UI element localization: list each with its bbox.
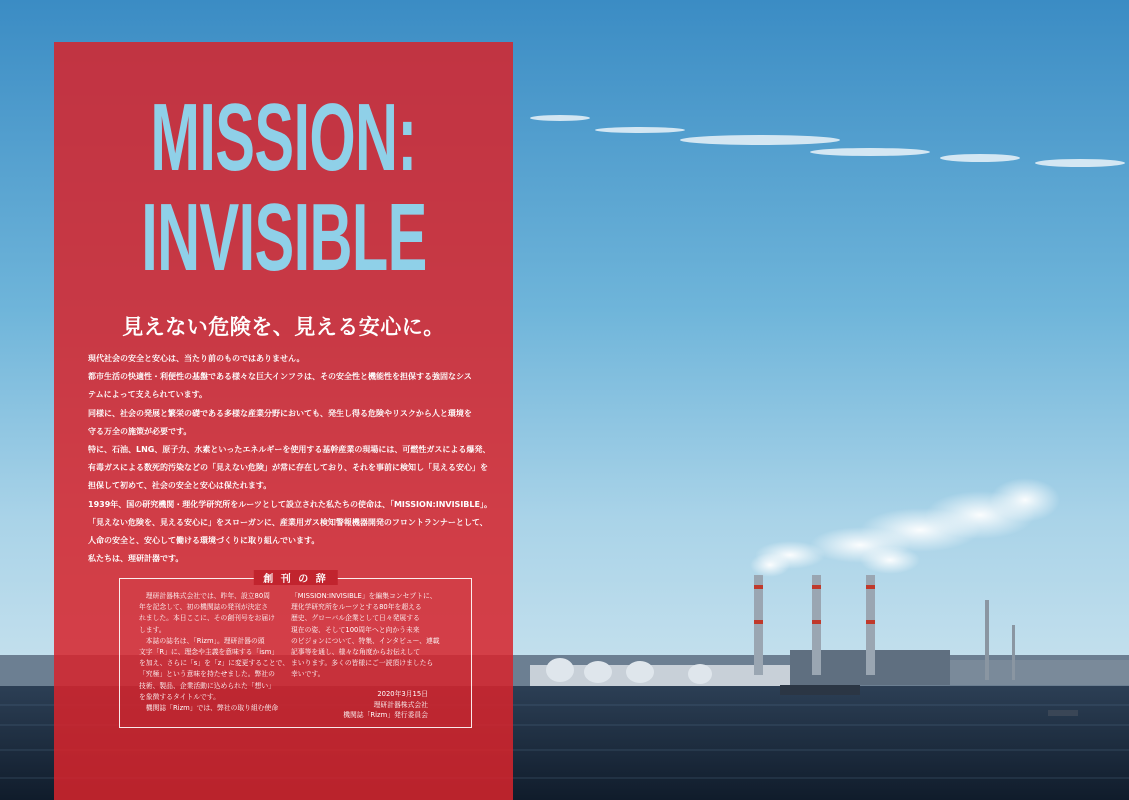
body-copy (88, 350, 492, 568)
subhead: 見えない危険を、見える安心に。 (122, 315, 445, 339)
body-line: 私たちは、理研計器です。 (88, 554, 184, 564)
founding-line: 技術、製品、企業活動に込められた「想い」 (139, 681, 275, 690)
founding-committee: 機関誌「Rizm」発行委員会 (343, 711, 428, 719)
founding-line: 「究極」という意味を持たせました。弊社の (139, 670, 275, 679)
founding-line: します。 (139, 625, 166, 634)
founding-line: を象徴するタイトルです。 (139, 692, 220, 701)
founding-line: 現在の姿、そして100周年へと向かう未来 (291, 625, 420, 634)
headline-line-1: MISSION: (150, 84, 417, 191)
body-line: 特に、石油、LNG、原子力、水素といったエネルギーを使用する基幹産業の現場には、可燃性ガスによる爆発、 (88, 445, 491, 455)
founding-line: 「MISSION:INVISIBLE」を編集コンセプトに、 (291, 592, 437, 600)
founding-line: 機関誌「Rizm」では、弊社の取り組む使命 (139, 704, 279, 713)
founding-line: 理化学研究所をルーツとする80年を超える (291, 603, 422, 612)
body-line: テムによって支えられています。 (88, 390, 207, 400)
founding-signature (291, 689, 428, 721)
body-line: 1939年、国の研究機関・理化学研究所をルーツとして設立された私たちの使命は、「MISSION:INVISIBLE」。 (88, 499, 492, 509)
founding-statement-box (119, 574, 472, 728)
founding-column-right (291, 591, 463, 681)
founding-company: 理研計器株式会社 (373, 700, 428, 709)
founding-line: を加え、さらに「s」を「z」に変更することで、 (139, 659, 290, 668)
founding-line: 記事等を通し、様々な角度からお伝えして (291, 648, 421, 657)
body-line: 人命の安全と、安心して働ける環境づくりに取り組んでいます。 (88, 536, 320, 546)
founding-line: のビジョンについて、特集、インタビュー、連載 (291, 636, 440, 645)
body-line: 守る万全の施策が必要です。 (88, 426, 192, 436)
body-line: 現代社会の安全と安心は、当たり前のものではありません。 (88, 354, 305, 363)
founding-line: まいります。多くの皆様にご一読頂けましたら (291, 659, 434, 668)
body-line: 「見えない危険を、見える安心に」をスローガンに、産業用ガス検知警報機器開発のフロントランナーとして、 (88, 517, 488, 527)
body-line: 都市生活の快適性・利便性の基盤である様々な巨大インフラは、その安全性と機能性を担保する強固なシス (88, 372, 472, 382)
founding-line: 年を記念して、初の機関誌の発刊が決定さ (139, 603, 269, 612)
founding-line: 幸いです。 (291, 670, 325, 679)
body-line: 有毒ガスによる数死的汚染などの「見えない危険」が常に存在しており、それを事前に検知し「見える安心」を (88, 463, 488, 473)
founding-line: 本誌の誌名は、「Rizm」。理研計器の頭 (139, 636, 265, 645)
body-line: 担保して初めて、社会の安全と安心は保たれます。 (88, 481, 272, 491)
body-line: 同様に、社会の発展と繁栄の礎である多様な産業分野においても、発生し得る危険やリスクから人と環境を (88, 408, 472, 418)
founding-title: 創 刊 の 辞 (253, 570, 337, 585)
founding-line: 文字「R」に、理念や主義を意味する「ism」 (139, 648, 279, 657)
founding-line: 歴史、グローバル企業として日々発展する (291, 614, 420, 623)
founding-line: れました。本日ここに、その創刊号をお届け (139, 614, 275, 623)
founding-date: 2020年3月15日 (377, 690, 428, 698)
headline-line-2: INVISIBLE (141, 184, 427, 291)
founding-column-left (139, 591, 290, 714)
founding-line: 理研計器株式会社では、昨年、設立80周 (139, 592, 270, 600)
